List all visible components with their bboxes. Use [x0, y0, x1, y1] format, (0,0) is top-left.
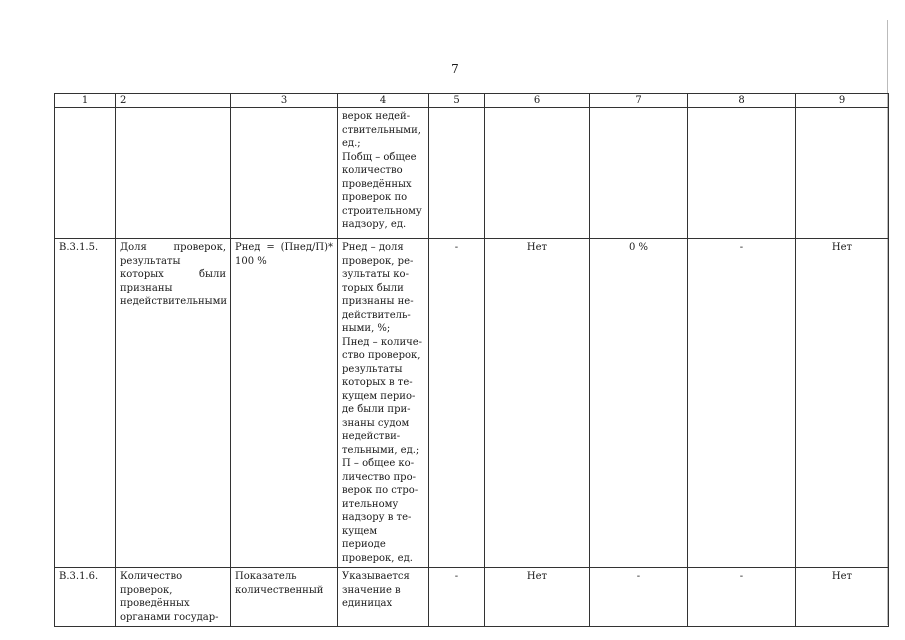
description-line: де были при-: [342, 404, 411, 415]
description-line: ед.;: [342, 138, 361, 149]
description-line: торых были: [342, 282, 404, 294]
cell-col-5: -: [429, 568, 485, 627]
header-col-2: 2: [116, 94, 231, 108]
header-col-5: 5: [429, 94, 485, 108]
header-col-9: 9: [796, 94, 889, 108]
cell-code: В.3.1.6.: [55, 568, 116, 627]
cell-col-9: [796, 108, 889, 239]
cell-code: [55, 108, 116, 239]
description-line: значение в: [342, 584, 401, 596]
cell-description: [338, 239, 429, 568]
indicator-table: [54, 93, 889, 627]
description-line: кущем перио-: [342, 390, 416, 402]
table-row: [55, 568, 889, 627]
description-line: действитель-: [342, 309, 411, 321]
cell-description: [338, 568, 429, 627]
cell-col-8: -: [688, 568, 796, 627]
cell-name: [116, 108, 231, 239]
header-col-1: 1: [55, 94, 116, 108]
description-line: проверок, ре-: [342, 255, 414, 267]
description-line: Рнед – доля: [342, 242, 404, 253]
description-line: П – общее ко-: [342, 458, 415, 469]
description-line: ными, %;: [342, 323, 391, 334]
page-number: 7: [451, 62, 459, 76]
cell-col-7: -: [590, 568, 688, 627]
cell-col-6: Нет: [485, 568, 590, 627]
cell-formula: [231, 108, 338, 239]
description-line: Пнед – количе-: [342, 336, 423, 348]
description-line: результаты: [342, 363, 403, 375]
header-col-4: 4: [338, 94, 429, 108]
header-col-8: 8: [688, 94, 796, 108]
cell-col-5: -: [429, 239, 485, 568]
table-row: [55, 239, 889, 568]
description-line: которых в те-: [342, 377, 413, 388]
table-row: [55, 108, 889, 239]
cell-col-5: [429, 108, 485, 239]
description-line: кущем периоде: [342, 525, 386, 550]
cell-col-9: Нет: [796, 568, 889, 627]
description-line: проверок по: [342, 192, 408, 203]
description-line: ство проверок,: [342, 350, 421, 361]
description-line: личество про-: [342, 471, 416, 483]
header-col-6: 6: [485, 94, 590, 108]
cell-col-6: Нет: [485, 239, 590, 568]
description-line: надзору, ед.: [342, 219, 407, 230]
description-line: верок недей-: [342, 111, 411, 122]
cell-col-8: -: [688, 239, 796, 568]
description-line: ствительными,: [342, 124, 421, 136]
description-line: тельными, ед.;: [342, 444, 420, 456]
description-line: недействи-: [342, 431, 401, 442]
header-col-3: 3: [231, 94, 338, 108]
description-line: количество: [342, 165, 403, 176]
cell-col-8: [688, 108, 796, 239]
cell-name: Количество проверок, проведённых органами государ-: [116, 568, 231, 627]
cell-col-7: [590, 108, 688, 239]
header-col-7: 7: [590, 94, 688, 108]
cell-col-6: [485, 108, 590, 239]
cell-description: [338, 108, 429, 239]
description-line: проверок, ед.: [342, 552, 413, 564]
description-line: единицах: [342, 598, 393, 609]
cell-col-7: 0 %: [590, 239, 688, 568]
cell-formula: Показатель количественный: [231, 568, 338, 627]
description-line: верок по стро-: [342, 485, 419, 496]
description-line: строительному: [342, 205, 422, 217]
cell-formula: Рнед = (Пнед/П)* 100 %: [231, 239, 338, 568]
cell-code: В.3.1.5.: [55, 239, 116, 568]
table-header-row: [55, 94, 889, 108]
description-line: Указывается: [342, 571, 410, 582]
description-line: признаны не-: [342, 296, 414, 307]
cell-name: Доля проверок, результаты которых были признаны недействительными: [116, 239, 231, 568]
description-line: проведённых: [342, 178, 412, 190]
description-line: зультаты ко-: [342, 269, 409, 280]
cell-col-9: Нет: [796, 239, 889, 568]
description-line: ительному: [342, 498, 399, 510]
description-line: знаны судом: [342, 417, 410, 429]
description-line: надзору в те-: [342, 512, 412, 523]
description-line: Побщ – общее: [342, 151, 417, 163]
